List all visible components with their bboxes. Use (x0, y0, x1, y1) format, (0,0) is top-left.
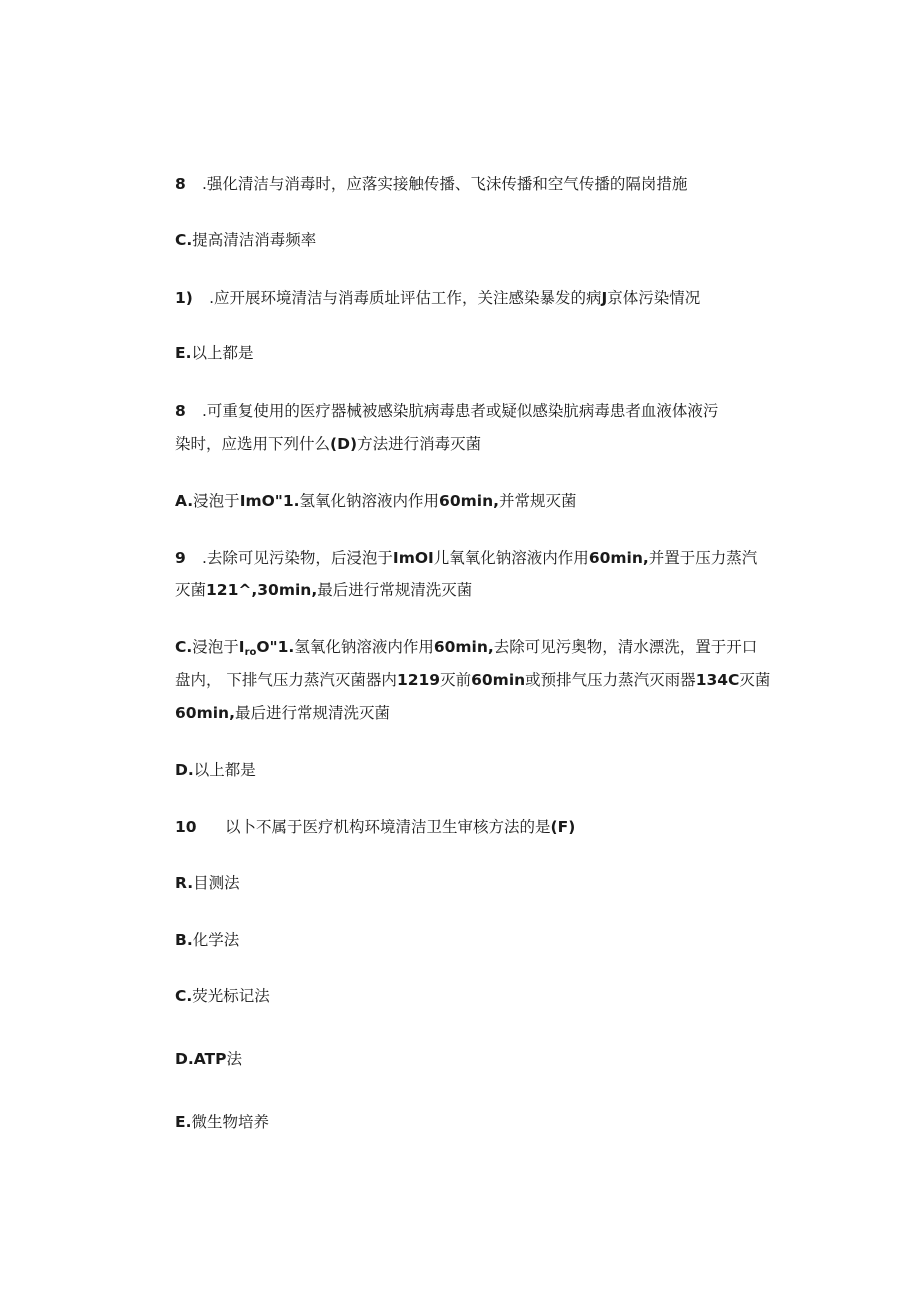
text-run: 氢氧化钠溶液内作用 (294, 638, 434, 656)
text-run: E. (175, 1113, 192, 1131)
text-run: 60min (471, 671, 526, 689)
text-run: 9 (175, 549, 202, 567)
text-run: 以上都是 (191, 344, 254, 362)
text-line (175, 1043, 815, 1075)
text-run: 灭前 (440, 671, 472, 689)
text-run: 以卜不属于医疗机构环境清洁卫生审核方法的是 (225, 818, 551, 836)
text-run: 60min, (588, 549, 649, 567)
text-run: 染时，应选用下列什么 (175, 435, 331, 453)
text-run: .去除可见污染物，后浸泡于 (201, 549, 393, 567)
text-run: (F) (550, 818, 576, 836)
text-run: ImO"1. (239, 492, 300, 510)
text-line (175, 697, 815, 729)
text-line (175, 664, 815, 696)
text-run: 最后进行常规清洗灭菌 (234, 704, 390, 722)
text-line (175, 542, 815, 574)
text-line (175, 485, 815, 517)
text-run: 浸泡于 (192, 638, 239, 656)
text-run: 浸泡于 (193, 492, 240, 510)
text-line (175, 168, 815, 200)
text-run: (D) (330, 435, 358, 453)
text-run: 以上都是 (193, 761, 256, 779)
text-run: 化学法 (192, 931, 240, 949)
text-line (175, 337, 815, 369)
text-run: 最后进行常规清洗灭菌 (317, 581, 473, 599)
text-line (175, 224, 815, 256)
text-run: 1) (175, 289, 210, 307)
text-run: 去除可见污奥物，清水漂洗，置于开口 (493, 638, 758, 656)
text-line (175, 980, 815, 1012)
text-line (175, 574, 815, 606)
text-run: 微生物培养 (191, 1113, 269, 1131)
text-run: 60min, (439, 492, 500, 510)
text-run: 法 (226, 1050, 242, 1068)
text-run: 60min, (175, 704, 235, 722)
text-run: 10 (175, 818, 197, 836)
text-line (175, 282, 815, 314)
text-run: D.ATP (175, 1050, 227, 1068)
text-run: C. (175, 231, 193, 249)
text-run: I (238, 638, 245, 656)
text-run: 方法进行消毒灭菌 (357, 435, 482, 453)
text-run: B. (175, 931, 193, 949)
text-run: 盘内， 下排气压力蒸汽灭菌器内 (175, 671, 397, 689)
text-run: 并常规灭菌 (499, 492, 577, 510)
text-run: 儿氧氧化钠溶液内作用 (433, 549, 589, 567)
text-line (175, 395, 815, 427)
text-run: .强化清洁与消毒时，应落实接触传播、飞沫传播和空气传播的隔岗措施 (201, 175, 688, 193)
text-line (175, 428, 815, 460)
text-run: D. (175, 761, 194, 779)
text-run: 121^,30min, (206, 581, 318, 599)
text-run: 8 (175, 402, 202, 420)
text-run: O"1. (256, 638, 295, 656)
text-run: 灭菌 (739, 671, 771, 689)
text-line (175, 811, 815, 843)
text-run: R. (175, 874, 194, 892)
text-line (175, 1106, 815, 1138)
text-run: ImOI (392, 549, 434, 567)
text-run: 目测法 (193, 874, 240, 892)
text-run: C. (175, 987, 193, 1005)
text-run: 8 (175, 175, 202, 193)
text-run: 1219 (396, 671, 441, 689)
text-run: 134C (695, 671, 740, 689)
text-run: .可重复使用的医疗器械被感染肮病毒患者或疑似感染肮病毒患者血液体液污 (201, 402, 719, 420)
text-run: 京体污染情况 (607, 289, 701, 307)
text-run: .应开展环境清洁与消毒质址评估工作，关注感染暴发的病 (209, 289, 602, 307)
text-line (175, 754, 815, 786)
text-run: C. (175, 638, 193, 656)
text-line (175, 867, 815, 899)
text-run: 氢氧化钠溶液内作用 (299, 492, 440, 510)
text-run: ro (244, 647, 257, 658)
text-run: 60min, (433, 638, 494, 656)
text-run: J (601, 289, 608, 307)
text-run: E. (175, 344, 192, 362)
text-line (175, 924, 815, 956)
text-run: 或预排气压力蒸汽灭雨器 (525, 671, 696, 689)
text-run: 提高清洁消毒频率 (192, 231, 317, 249)
text-run: 灭菌 (175, 581, 207, 599)
text-run: 荧光标记法 (192, 987, 270, 1005)
text-run: 并置于压力蒸汽 (648, 549, 758, 567)
text-run: A. (175, 492, 194, 510)
